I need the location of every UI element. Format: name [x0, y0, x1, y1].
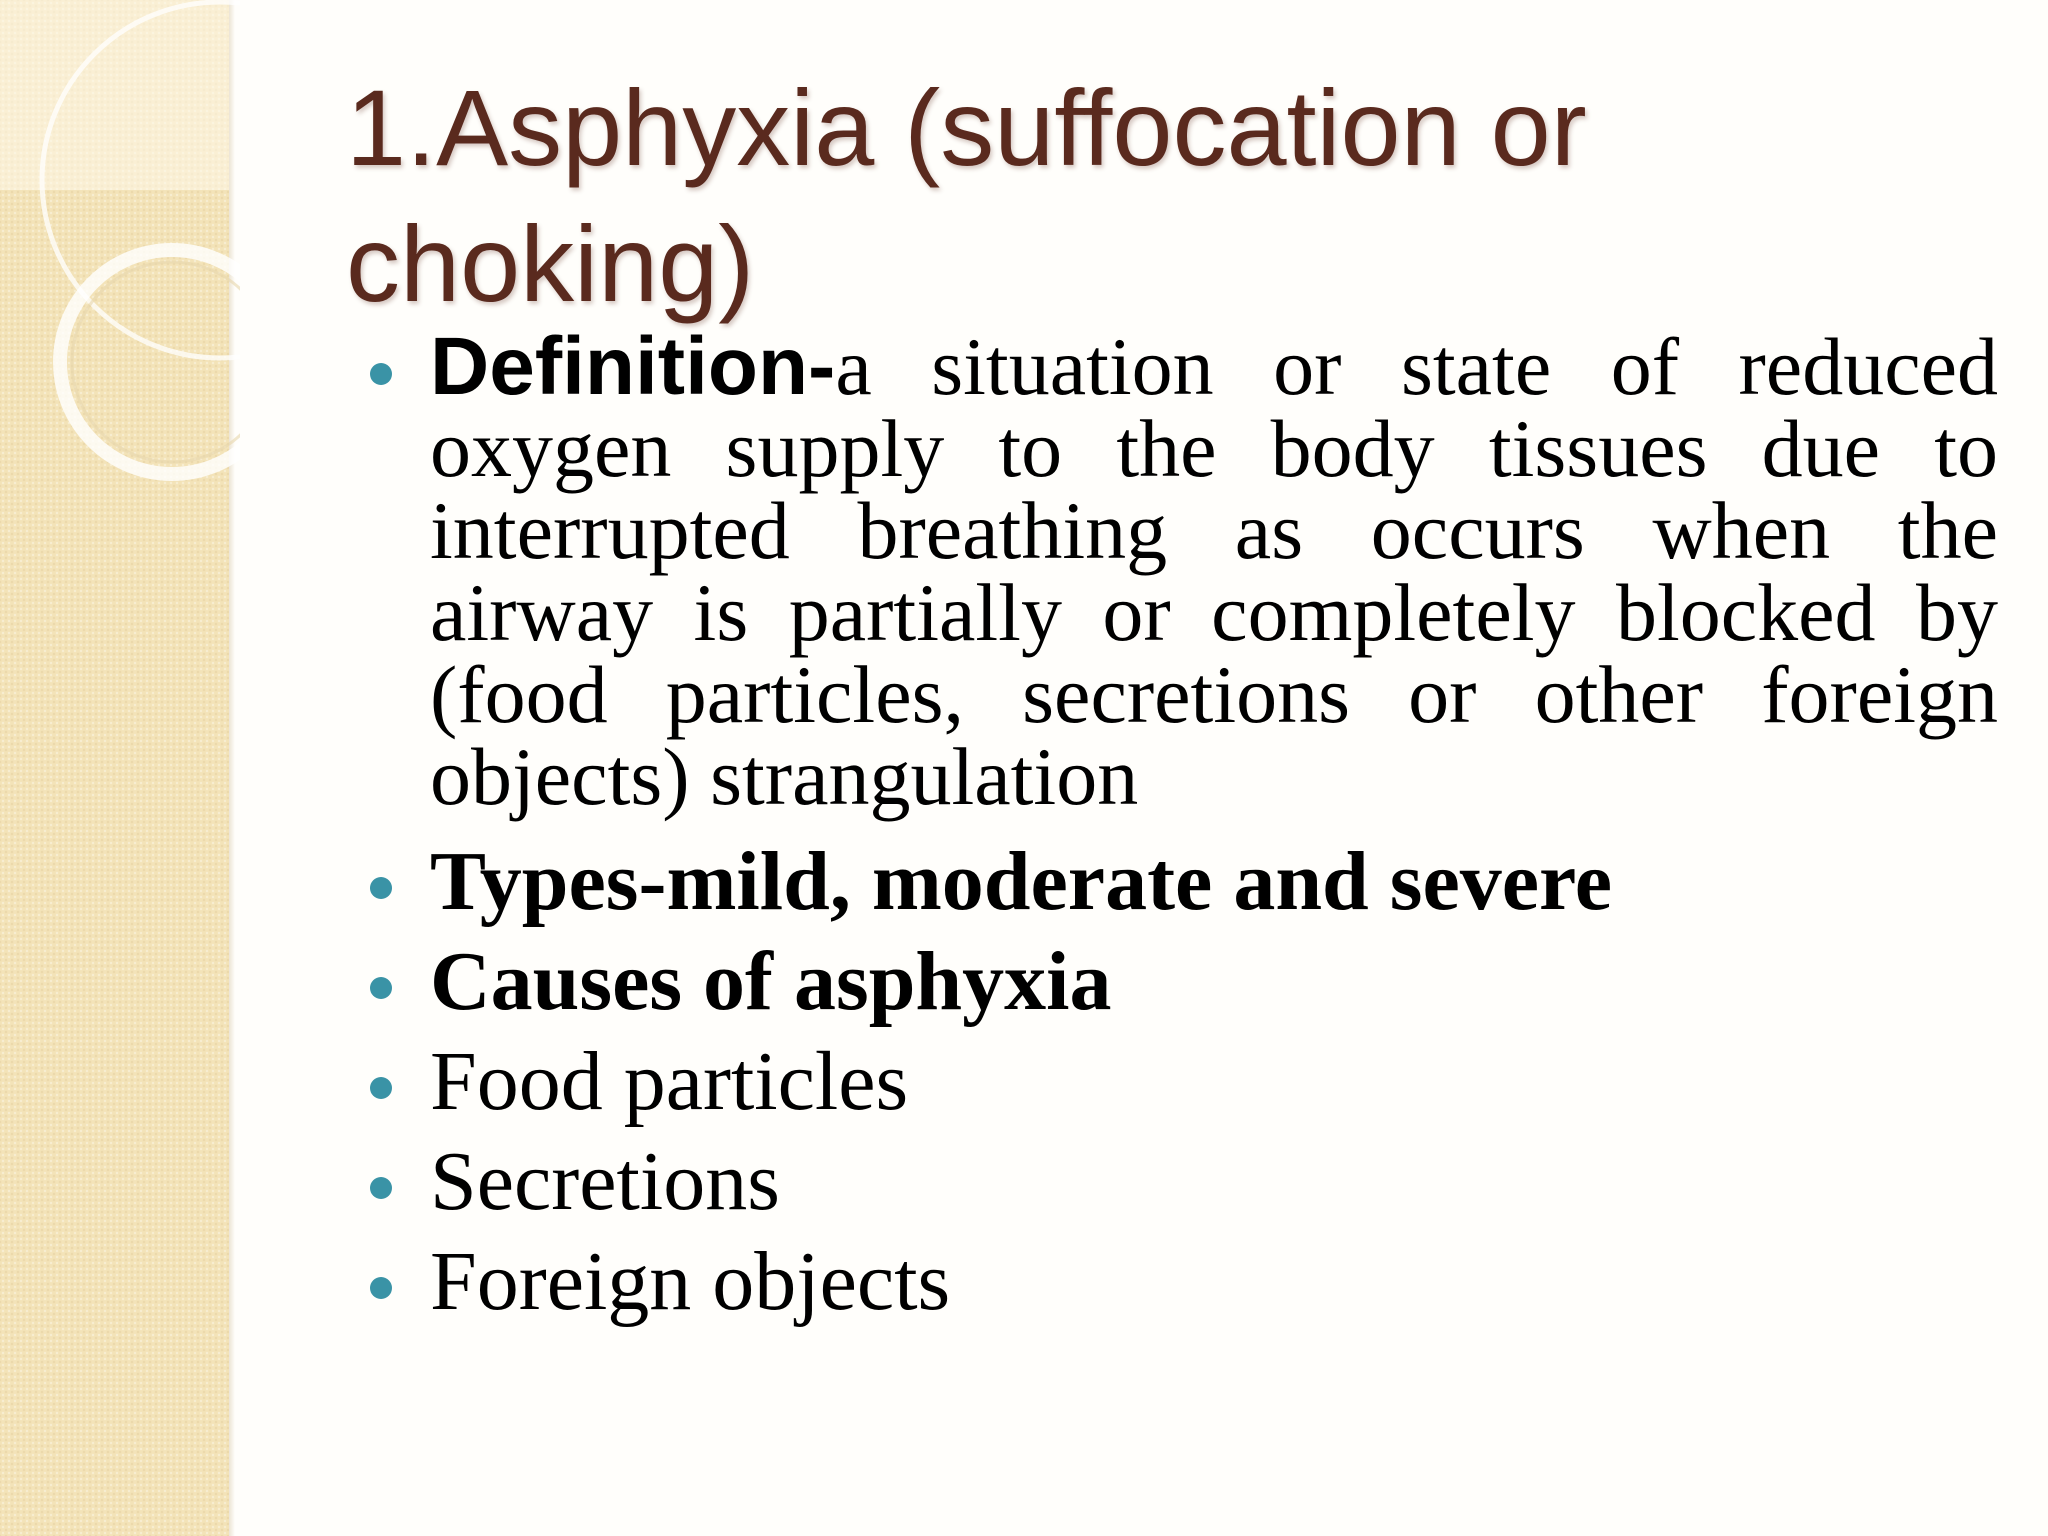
bullet-dot-icon — [370, 877, 392, 899]
bullet-dot-icon — [370, 1077, 392, 1099]
decorative-ring-small-inner — [72, 262, 240, 462]
bullet-dot-icon — [370, 1277, 392, 1299]
definition-term: Definition- — [430, 321, 836, 412]
definition-text: a situation or state of reduced oxygen supply to the body tissues due to interrupted breathing as occurs when the airway is partially or completely blocked by (food particles, secretions or other foreign objects) strangulation — [430, 321, 1998, 822]
bullet-item-foreign-objects — [362, 1232, 1998, 1332]
bullet-text: Causes of asphyxia — [430, 935, 1112, 1028]
bullet-item-food-particles — [362, 1032, 1998, 1132]
bullet-item-definition — [362, 321, 1998, 822]
bullet-list — [362, 321, 1998, 1332]
bullet-item-causes-heading — [362, 932, 1998, 1032]
decorative-rings — [0, 0, 240, 520]
bullet-dot-icon — [370, 363, 392, 385]
bullet-item-secretions — [362, 1132, 1998, 1232]
bullet-text: Secretions — [430, 1135, 780, 1228]
bullet-text: Types-mild, moderate and severe — [430, 835, 1613, 928]
bullet-dot-icon — [370, 977, 392, 999]
bullet-dot-icon — [370, 1177, 392, 1199]
slide-title: 1.Asphyxia (suffocation or choking) — [346, 67, 1587, 324]
bullet-text: Food particles — [430, 1035, 909, 1128]
bullet-item-types — [362, 832, 1998, 932]
bullet-text: Foreign objects — [430, 1235, 951, 1328]
decorative-ring-small — [60, 250, 240, 474]
